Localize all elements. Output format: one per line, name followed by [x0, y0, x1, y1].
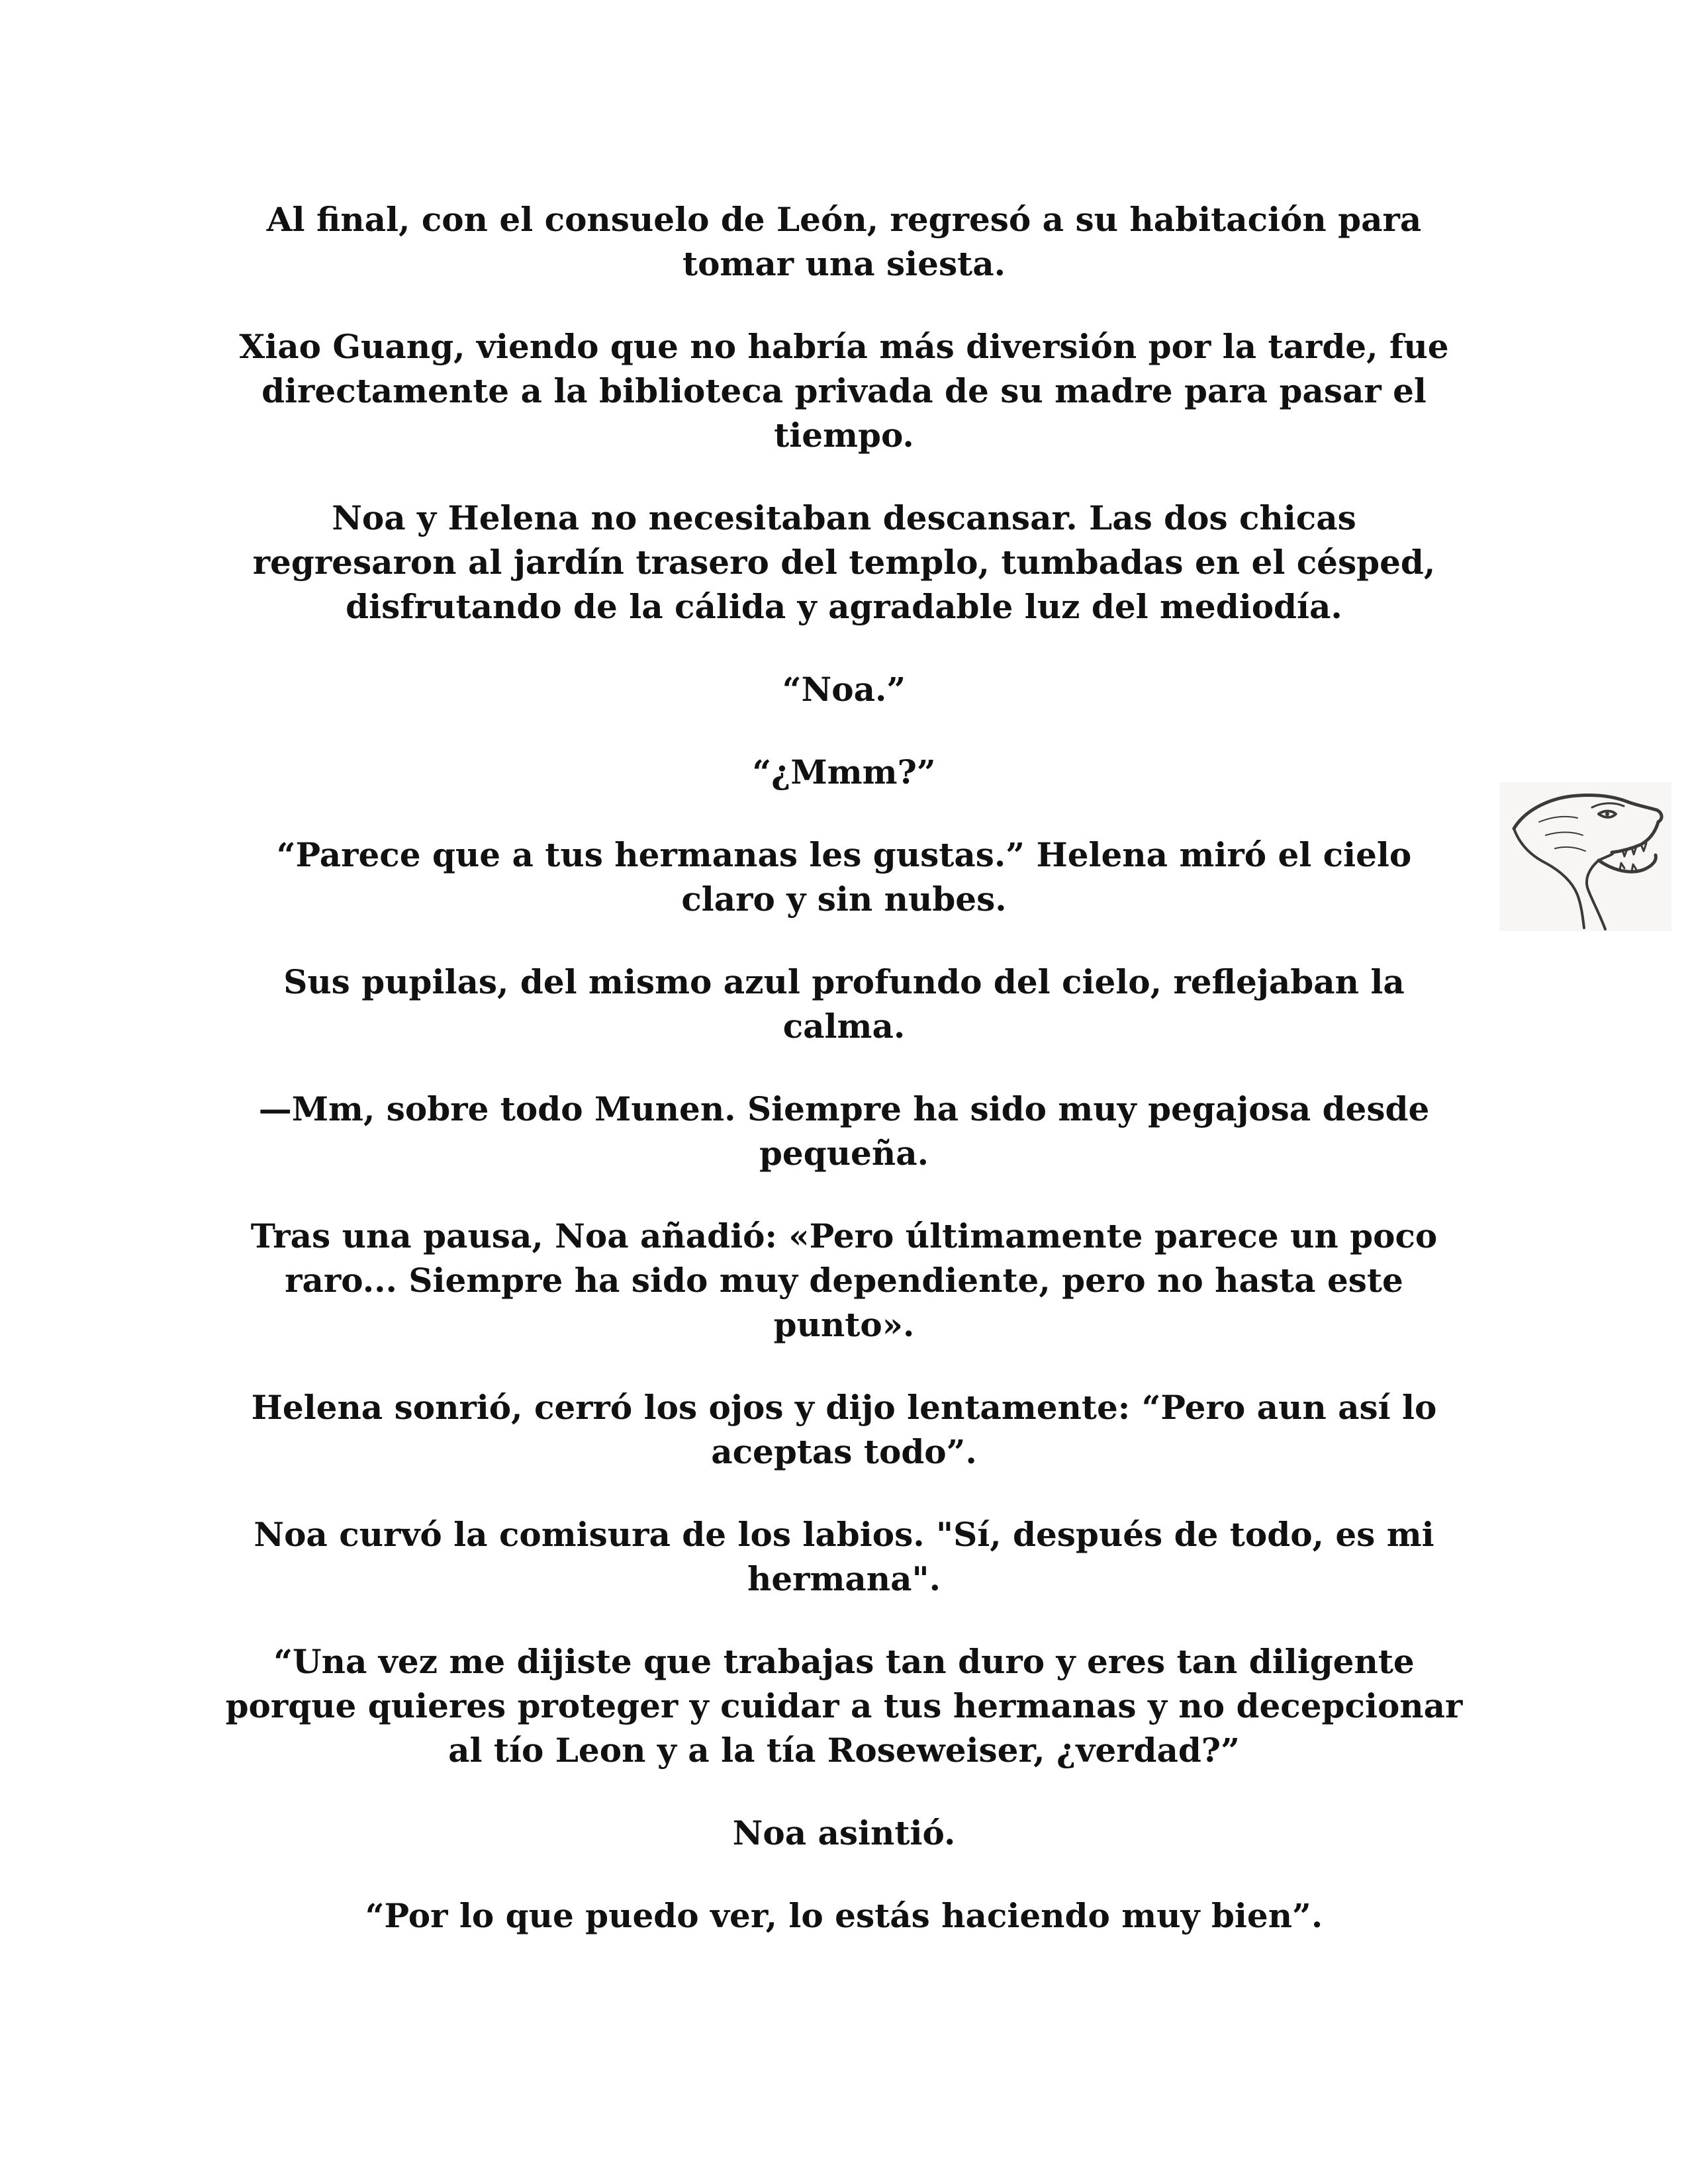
paragraph: Sus pupilas, del mismo azul profundo del cielo, reflejaban la calma.	[283, 962, 1405, 1046]
paragraph: “Una vez me dijiste que trabajas tan duro y eres tan diligente porque quieres proteger y cuidar a tus hermanas y no decepcionar al tío Leon y a la tía Roseweiser, ¿verdad?”	[225, 1642, 1463, 1770]
paragraph: —Mm, sobre todo Munen. Siempre ha sido muy pegajosa desde pequeña.	[258, 1089, 1430, 1173]
paragraph: Al final, con el consuelo de León, regresó a su habitación para tomar una siesta.	[266, 200, 1422, 283]
paragraph: Noa curvó la comisura de los labios. "Sí, después de todo, es mi hermana".	[254, 1515, 1434, 1598]
dinosaur-head-sketch-icon	[1499, 782, 1671, 931]
paragraph: Noa asintió.	[732, 1813, 956, 1852]
paragraph: “Por lo que puedo ver, lo estás haciendo muy bien”.	[365, 1896, 1323, 1935]
paragraph: “Parece que a tus hermanas les gustas.” Helena miró el cielo claro y sin nubes.	[276, 835, 1412, 919]
story-text	[225, 197, 1463, 1976]
paragraph: Helena sonrió, cerró los ojos y dijo lentamente: “Pero aun así lo aceptas todo”.	[251, 1388, 1437, 1471]
paragraph: Noa y Helena no necesitaban descansar. Las dos chicas regresaron al jardín trasero del templo, tumbadas en el césped, disfrutando de la cálida y agradable luz del mediodía.	[252, 498, 1436, 626]
paragraph: Tras una pausa, Noa añadió: «Pero últimamente parece un poco raro... Siempre ha sido muy dependiente, pero no hasta este punto».	[250, 1216, 1438, 1344]
paragraph: “¿Mmm?”	[752, 752, 936, 792]
paragraph: “Noa.”	[782, 670, 906, 709]
paragraph: Xiao Guang, viendo que no habría más diversión por la tarde, fue directamente a la biblioteca privada de su madre para pasar el tiempo.	[239, 327, 1449, 455]
